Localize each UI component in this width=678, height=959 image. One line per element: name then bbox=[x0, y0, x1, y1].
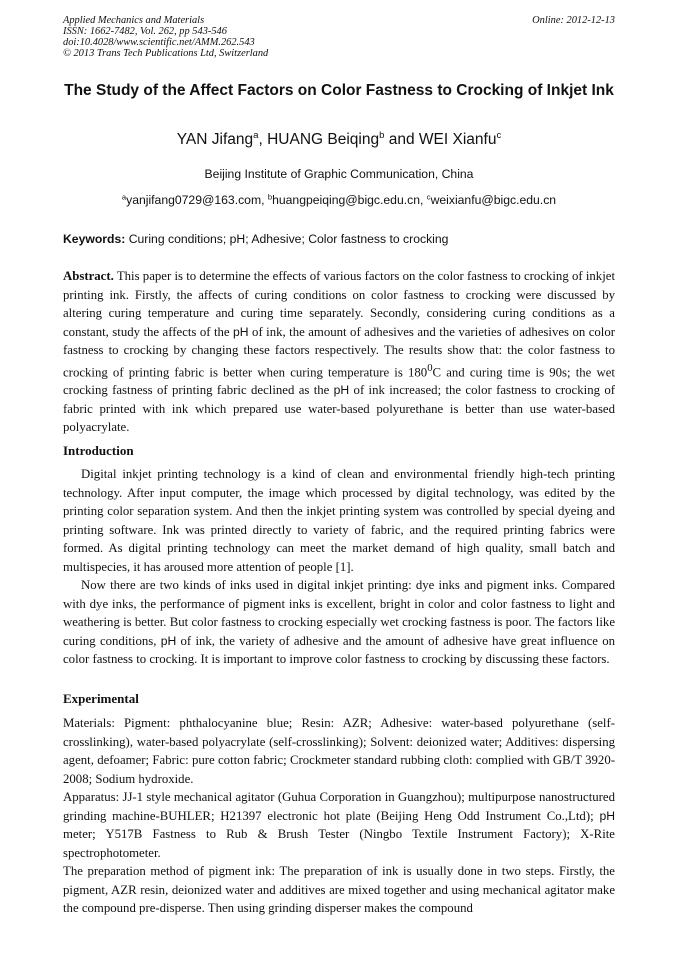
abstract-label: Abstract. bbox=[63, 269, 114, 283]
abstract-text: of ink, the amount of adhesives and the varieties of adhesives on color fastness to crocking by changing these factors respectively. The results show that: the color fastness to crocking of printing fabric is better when curing temperature is 180 bbox=[63, 324, 615, 379]
author-name: YAN Jifang bbox=[176, 131, 254, 148]
doi-line[interactable]: doi:10.4028/www.scientific.net/AMM.262.543 bbox=[63, 37, 255, 48]
journal-header bbox=[63, 15, 615, 59]
author-name: HUANG Beiqing bbox=[267, 131, 380, 148]
online-date: Online: 2012-12-13 bbox=[532, 15, 615, 26]
email-link[interactable]: huangpeiqing@bigc.edu.cn bbox=[272, 193, 420, 207]
experimental-heading: Experimental bbox=[63, 691, 139, 706]
intro-text: of ink, the variety of adhesive and the amount of adhesive have great influence on color fastness to crocking. It is important to improve color fastness to crocking by discussing these factors. bbox=[63, 633, 616, 666]
paper-title: The Study of the Affect Factors on Color Fastness to Crocking of Inkjet Ink bbox=[64, 82, 614, 99]
ph-symbol: pH bbox=[599, 808, 615, 823]
author-separator: , bbox=[258, 131, 268, 148]
author-name: WEI Xianfu bbox=[418, 131, 497, 148]
abstract bbox=[63, 267, 615, 437]
journal-name: Applied Mechanics and Materials bbox=[63, 15, 205, 26]
email-mark: a bbox=[121, 192, 127, 202]
keywords-label: Keywords: bbox=[63, 232, 126, 246]
ph-symbol: pH bbox=[160, 633, 177, 648]
preparation-paragraph: The preparation method of pigment ink: The preparation of ink is usually done in two steps. Firstly, the pigment, AZR resin, deionized water and additives are mixed together and using mechanical agitator make the compound pre-disperse. Then using grinding disperser makes the compound bbox=[63, 864, 615, 915]
abstract-text: This paper is to determine the effects of various factors on the color fastness to crocking of inkjet printing ink. Firstly, the affects of curing conditions on color fastness to crocking were discussed by altering curing temperature and curing time separately. Secondly, considering curing conditions as a constant, study the affects of the bbox=[63, 269, 615, 339]
author-list bbox=[63, 130, 615, 150]
introduction-paragraph-2 bbox=[63, 576, 615, 669]
email-link[interactable]: yanjifang0729@163.com bbox=[126, 193, 262, 207]
materials-paragraph: Materials: Pigment: phthalocyanine blue; Resin: AZR; Adhesive: water-based polyurethane (self-crosslinking), water-based polyacrylate (self-crosslinking); Solvent: deionized water; Additives: dispersing agent, defoamer; Fabric: pure cotton fabric; Crockmeter standard rubbing cloth: complied with GB/T 3920-2008; Sodium hydroxide. bbox=[63, 716, 615, 786]
keywords bbox=[63, 232, 615, 247]
abstract-paragraph bbox=[63, 267, 615, 437]
email-list bbox=[63, 193, 615, 208]
copyright-line: © 2013 Trans Tech Publications Ltd, Switzerland bbox=[63, 48, 269, 59]
issn-line: ISSN: 1662-7482, Vol. 262, pp 543-546 bbox=[63, 26, 227, 37]
email-link[interactable]: weixianfu@bigc.edu.cn bbox=[430, 193, 557, 207]
abstract-text: C and curing time is 90s; the wet crocking fastness of printing fabric declined as the bbox=[63, 364, 615, 398]
degree-superscript: 0 bbox=[427, 362, 433, 374]
ph-symbol: pH bbox=[333, 383, 350, 398]
keywords-text: Curing conditions; pH; Adhesive; Color fastness to crocking bbox=[125, 232, 449, 246]
affiliation: Beijing Institute of Graphic Communication, China bbox=[204, 167, 474, 181]
email-mark: b bbox=[267, 192, 273, 202]
apparatus-text: meter; Y517B Fastness to Rub & Brush Tester (Ningbo Textile Instrument Factory); X-Rite spectrophotometer. bbox=[63, 827, 615, 860]
introduction-paragraph-1: Digital inkjet printing technology is a kind of clean and environmental friendly high-tech printing technology. After input computer, the image which processed by digital technology, was edited by the printing color separation system. And then the inkjet printing system was controlled by special dyeing and printing software. Ink was printed directly to variety of fabric, and the required printing fabrics were formed. As digital printing technology can meet the market demand of high quality, small batch and multispecies, it has aroused more attention of people [1]. bbox=[63, 467, 615, 574]
author-separator: and bbox=[384, 131, 419, 148]
intro-text: Now there are two kinds of inks used in digital inkjet printing: dye inks and pigment inks. Compared with dye inks, the performance of pigment inks is excellent, bright in color and color fastness to light and weathering is better. But color fastness to crocking especially wet crocking fastness is poor. The factors like curing conditions, bbox=[63, 578, 615, 648]
experimental-section bbox=[63, 714, 615, 918]
email-separator: , bbox=[420, 193, 427, 207]
email-mark: c bbox=[426, 192, 431, 202]
introduction-heading: Introduction bbox=[63, 443, 134, 458]
email-separator: , bbox=[261, 193, 268, 207]
author-mark: a bbox=[253, 130, 259, 142]
apparatus-text: Apparatus: JJ-1 style mechanical agitator (Guhua Corporation in Guangzhou); multipurpose nanostructured grinding machine-BUHLER; H21397 electronic hot plate (Beijing Heng Odd Instrument Co.,Ltd); bbox=[63, 790, 615, 823]
introduction-section bbox=[63, 465, 615, 669]
apparatus-paragraph bbox=[63, 788, 615, 862]
author-mark: b bbox=[379, 130, 385, 142]
ph-symbol: pH bbox=[233, 324, 249, 339]
abstract-text: of ink increased; the color fastness to crocking of fabric printed with ink which prepared use water-based polyurethane is better than use water-based polyacrylate. bbox=[63, 383, 615, 435]
author-mark: c bbox=[496, 130, 502, 142]
